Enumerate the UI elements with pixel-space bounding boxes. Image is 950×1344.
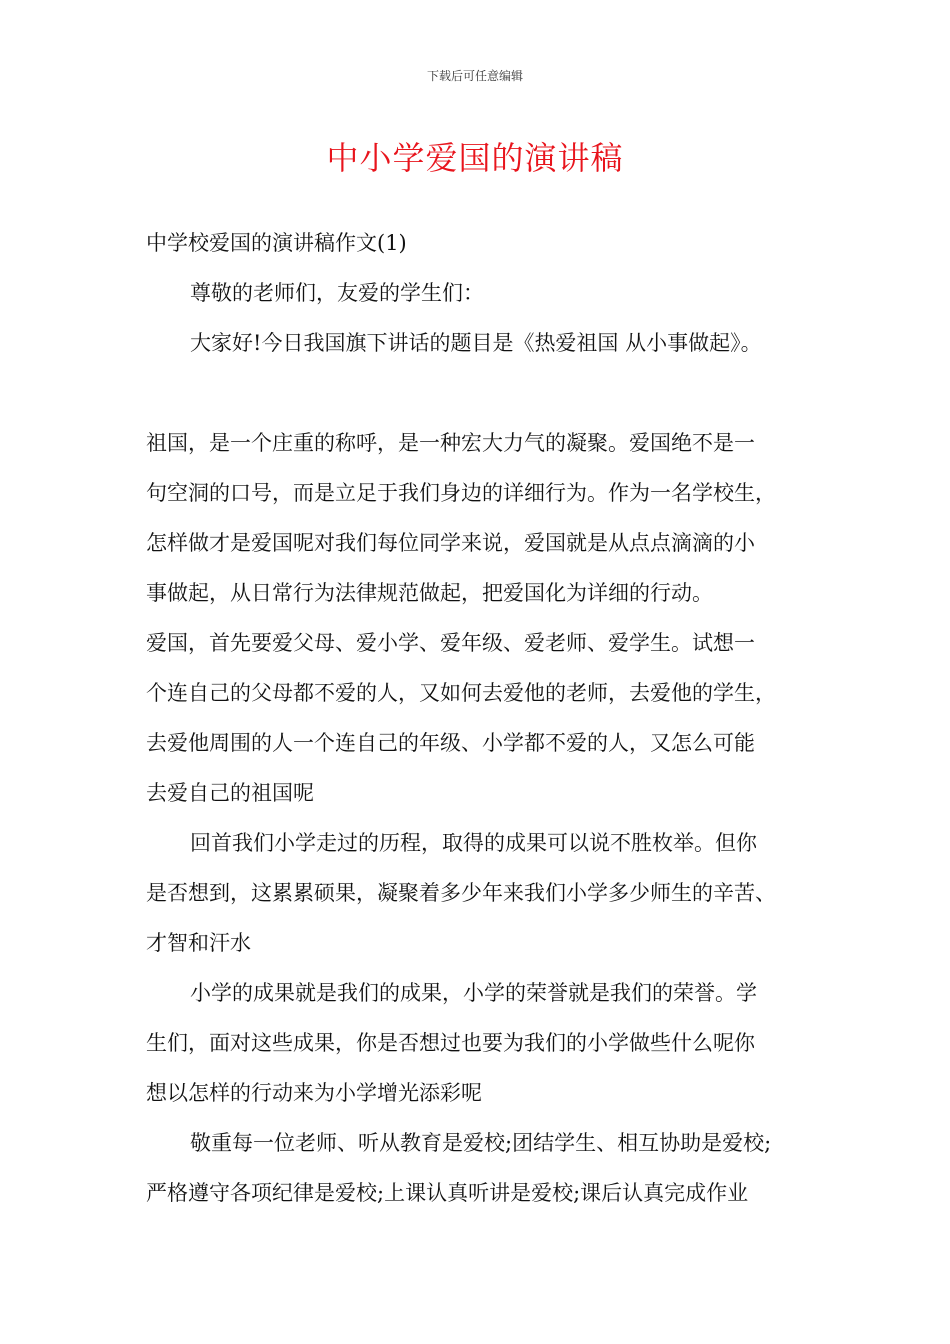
paragraph-gap: [146, 368, 816, 418]
body-line: 才智和汗水: [146, 931, 251, 955]
body-line: 怎样做才是爱国呢对我们每位同学来说，爱国就是从点点滴滴的小: [146, 531, 755, 555]
body-line: 是否想到，这累累硕果，凝聚着多少年来我们小学多少师生的辛苦、: [146, 881, 776, 905]
body-line: 祖国，是一个庄重的称呼，是一种宏大力气的凝聚。爱国绝不是一: [146, 431, 755, 455]
body-line: 敬重每一位老师、听从教育是爱校;团结学生、相互协助是爱校;: [190, 1131, 772, 1155]
body-line: 事做起，从日常行为法律规范做起，把爱国化为详细的行动。: [146, 581, 713, 605]
body-line: 小学的成果就是我们的成果，小学的荣誉就是我们的荣誉。学: [190, 981, 757, 1005]
document-body: [146, 218, 816, 1218]
body-line: 严格遵守各项纪律是爱校;上课认真听讲是爱校;课后认真完成作业: [146, 1181, 749, 1205]
greeting-line: 尊敬的老师们，友爱的学生们：: [190, 281, 484, 305]
body-line: 生们，面对这些成果，你是否想过也要为我们的小学做些什么呢你: [146, 1031, 755, 1055]
document-title: 中小学爱国的演讲稿: [326, 139, 624, 177]
header-note: 下载后可任意编辑: [426, 69, 523, 83]
body-line: 去爱他周围的人一个连自己的年级、小学都不爱的人，又怎么可能: [146, 731, 755, 755]
essay-subtitle: 中学校爱国的演讲稿作文(1): [146, 231, 407, 255]
body-line: 句空洞的口号，而是立足于我们身边的详细行为。作为一名学校生，: [146, 481, 776, 505]
opening-line: 大家好!今日我国旗下讲话的题目是《热爱祖国 从小事做起》。: [190, 331, 762, 355]
body-line: 回首我们小学走过的历程，取得的成果可以说不胜枚举。但你: [190, 831, 757, 855]
body-line: 个连自己的父母都不爱的人，又如何去爱他的老师，去爱他的学生，: [146, 681, 776, 705]
body-line: 爱国，首先要爱父母、爱小学、爱年级、爱老师、爱学生。试想一: [146, 631, 755, 655]
body-line: 想以怎样的行动来为小学增光添彩呢: [146, 1081, 482, 1105]
body-line: 去爱自己的祖国呢: [146, 781, 314, 805]
